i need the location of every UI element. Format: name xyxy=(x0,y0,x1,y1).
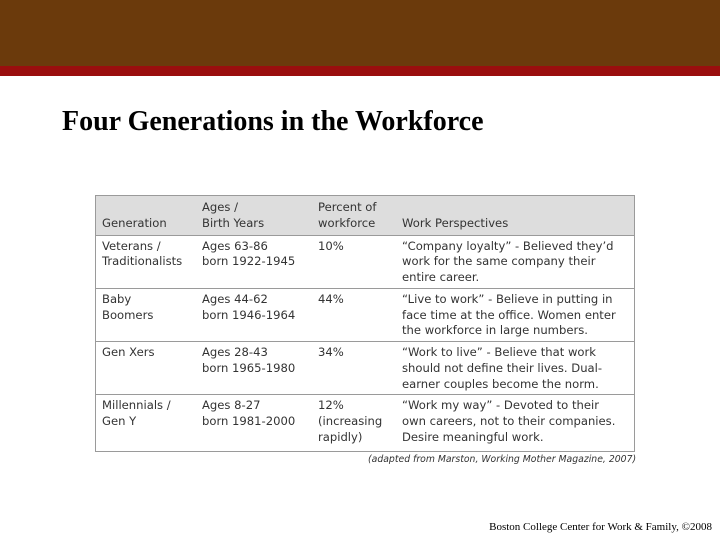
cell-line: Millennials / xyxy=(102,398,171,413)
generations-table-frame xyxy=(95,195,635,452)
header-percent-line2: workforce xyxy=(318,215,376,230)
header-ages-line2: Birth Years xyxy=(202,215,265,230)
header-ages-line1: Ages / xyxy=(202,199,239,214)
percent-cell xyxy=(312,235,396,288)
generations-table xyxy=(96,196,634,454)
cell-line: “Company loyalty” - Believed they’d xyxy=(402,238,614,253)
header-perspectives-label: Work Perspectives xyxy=(402,215,509,230)
table-row xyxy=(96,395,634,454)
perspective-cell xyxy=(396,288,634,341)
cell-line: Baby xyxy=(102,291,132,306)
cell-line: face time at the office. Women enter xyxy=(402,307,616,322)
cell-line: Gen Xers xyxy=(102,345,155,360)
cell-line: Gen Y xyxy=(102,414,137,429)
ages-cell xyxy=(196,235,312,288)
cell-line: work for the same company their xyxy=(402,254,596,269)
cell-line: the workforce in large numbers. xyxy=(402,323,588,338)
cell-line: “Live to work” - Believe in putting in xyxy=(402,291,613,306)
percent-cell xyxy=(312,288,396,341)
header-percent xyxy=(312,196,396,235)
cell-line: 12% xyxy=(318,398,344,413)
cell-line: Boomers xyxy=(102,307,154,322)
cell-line: Desire meaningful work. xyxy=(402,429,544,444)
generation-cell xyxy=(96,342,196,395)
cell-line: earner couples become the norm. xyxy=(402,376,599,391)
table-header xyxy=(96,196,634,235)
cell-line: 34% xyxy=(318,345,344,360)
cell-line: born 1981-2000 xyxy=(202,414,296,429)
ages-cell xyxy=(196,342,312,395)
cell-line: Ages 8-27 xyxy=(202,398,261,413)
table-row xyxy=(96,288,634,341)
table-row xyxy=(96,235,634,288)
generation-cell xyxy=(96,395,196,454)
percent-cell xyxy=(312,395,396,454)
cell-line: 10% xyxy=(318,238,344,253)
header-ages xyxy=(196,196,312,235)
top-accent-stripe xyxy=(0,66,720,76)
header-generation xyxy=(96,196,196,235)
perspective-cell xyxy=(396,342,634,395)
cell-line: born 1922-1945 xyxy=(202,254,296,269)
generation-cell xyxy=(96,288,196,341)
cell-line: Ages 28-43 xyxy=(202,345,268,360)
ages-cell xyxy=(196,288,312,341)
header-perspectives xyxy=(396,196,634,235)
cell-line: Ages 63-86 xyxy=(202,238,268,253)
cell-line: rapidly) xyxy=(318,429,363,444)
percent-cell xyxy=(312,342,396,395)
cell-line: born 1965-1980 xyxy=(202,360,296,375)
cell-line: born 1946-1964 xyxy=(202,307,296,322)
cell-line: “Work to live” - Believe that work xyxy=(402,345,596,360)
perspective-cell xyxy=(396,235,634,288)
cell-line: Traditionalists xyxy=(102,254,183,269)
cell-line: Ages 44-62 xyxy=(202,291,268,306)
generation-cell xyxy=(96,235,196,288)
slide-title: Four Generations in the Workforce xyxy=(62,106,484,137)
perspective-cell xyxy=(396,395,634,454)
ages-cell xyxy=(196,395,312,454)
header-generation-label: Generation xyxy=(102,215,167,230)
header-percent-line1: Percent of xyxy=(318,199,377,214)
source-note: (adapted from Marston, Working Mother Magazine, 2007) xyxy=(368,454,637,465)
top-banner xyxy=(0,0,720,66)
cell-line: Veterans / xyxy=(102,238,161,253)
cell-line: 44% xyxy=(318,291,344,306)
cell-line: (increasing xyxy=(318,414,383,429)
footer-credit: Boston College Center for Work & Family, ©2008 xyxy=(489,521,712,533)
cell-line: should not define their lives. Dual- xyxy=(402,360,603,375)
table-row xyxy=(96,342,634,395)
cell-line: “Work my way” - Devoted to their xyxy=(402,398,599,413)
cell-line: own careers, not to their companies. xyxy=(402,414,616,429)
cell-line: entire career. xyxy=(402,270,480,285)
